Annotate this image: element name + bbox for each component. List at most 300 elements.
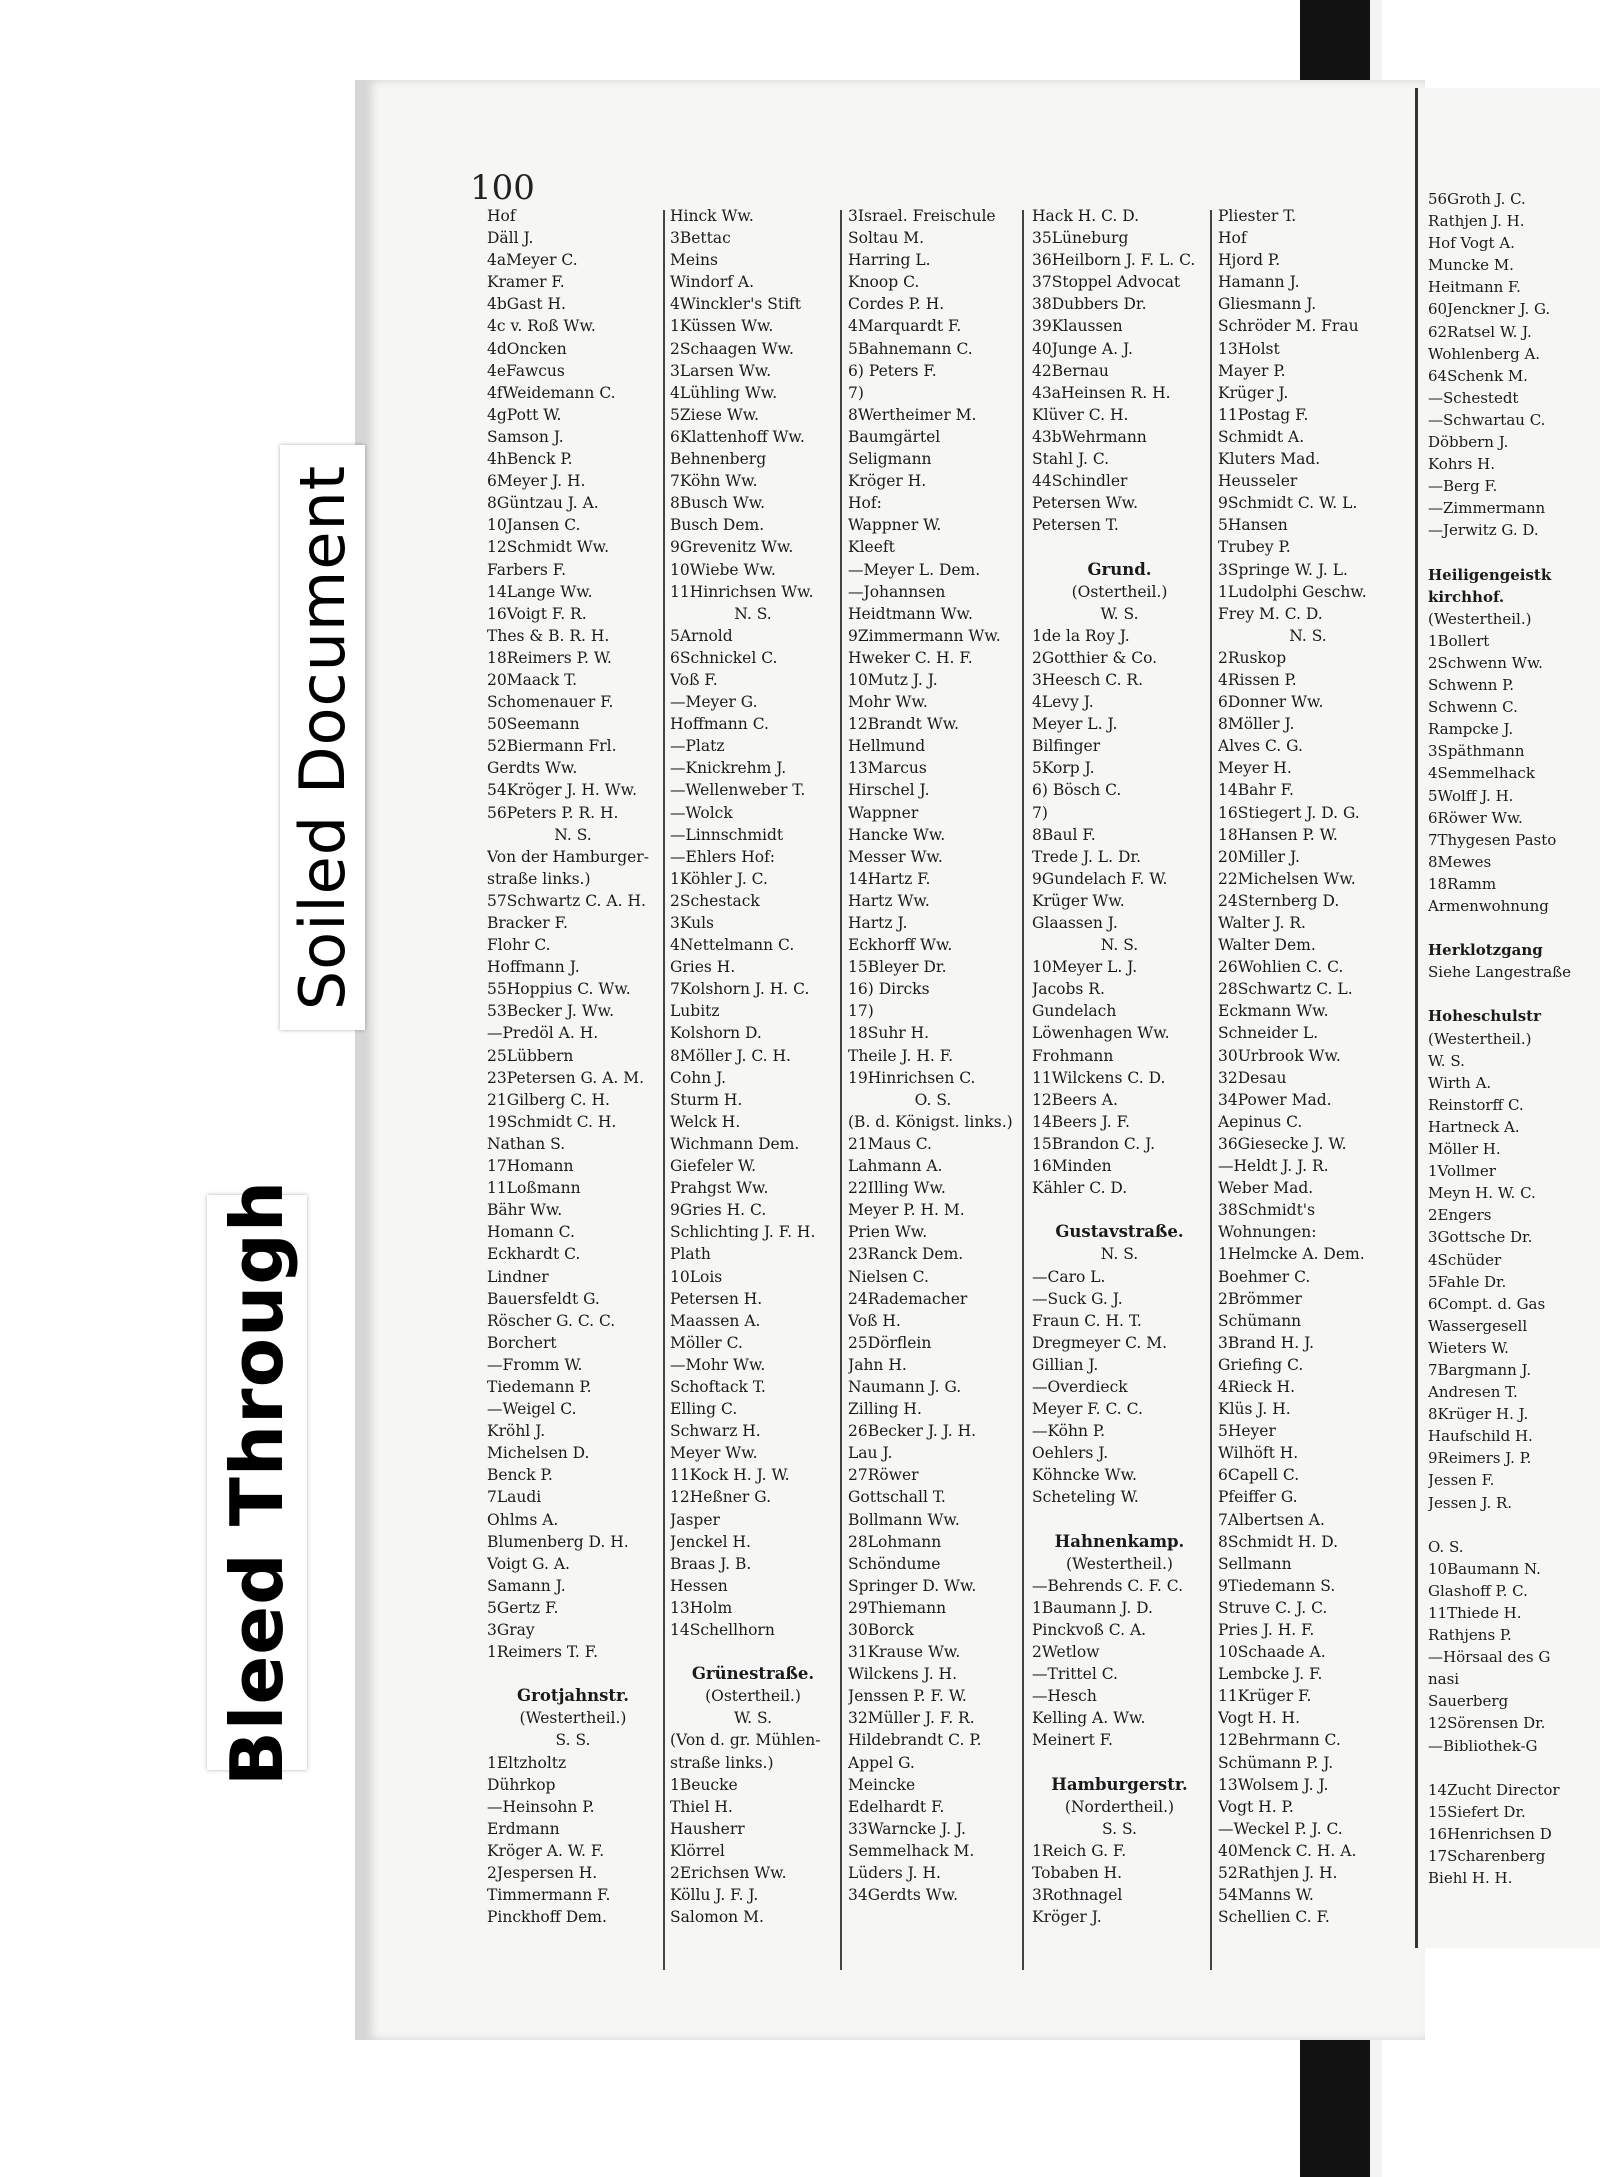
entry-line: —Weckel P. J. C. [1218, 1819, 1343, 1838]
entry-line: 15Siefert Dr. [1428, 1802, 1526, 1821]
entry-line: 17Scharenberg [1428, 1847, 1546, 1866]
entry-line: 16) Dircks [848, 980, 930, 999]
entry-line: Jasper [670, 1510, 720, 1529]
entry-line: 3Brand H. J. [1218, 1333, 1315, 1352]
entry-line: 28Lohmann [848, 1532, 942, 1551]
entry-line: 31Krause Ww. [848, 1643, 961, 1662]
entry-line: Ohlms A. [487, 1510, 559, 1529]
entry-line: 17) [848, 1002, 874, 1021]
entry-line: 14Bahr F. [1218, 781, 1294, 800]
entry-line: 11Wilckens C. D. [1032, 1068, 1166, 1087]
entry-line: Döbbern J. [1428, 433, 1509, 452]
entry-line: 3Späthmann [1428, 742, 1525, 761]
entry-line: 1Bollert [1428, 631, 1490, 650]
entry-line: 60Jenckner J. G. [1428, 300, 1551, 319]
entry-line: 8Möller J. [1218, 715, 1295, 734]
entry-line: W. S. [1428, 1051, 1465, 1070]
page-number: 100 [470, 168, 535, 208]
entry-line: (Westertheil.) [1428, 1029, 1532, 1048]
entry-line: 16Voigt F. R. [487, 604, 587, 623]
entry-line: W. S. [1100, 604, 1139, 623]
entry-line: 10Meyer L. J. [1032, 958, 1138, 977]
entry-line: 8Mewes [1428, 852, 1492, 871]
entry-line: 10Lois [670, 1267, 723, 1286]
entry-line: 18Hansen P. W. [1218, 825, 1338, 844]
entry-line: 4aMeyer C. [487, 251, 578, 270]
entry-line: 11Postag F. [1218, 405, 1309, 424]
entry-line: 24Rademacher [848, 1289, 968, 1308]
entry-line: Jacobs R. [1032, 980, 1105, 999]
entry-line: Kramer F. [487, 273, 565, 292]
entry-line: 14Hartz F. [848, 869, 931, 888]
entry-line: 54Kröger J. H. Ww. [487, 781, 637, 800]
entry-line: Samann J. [487, 1576, 566, 1595]
entry-line: —Meyer L. Dem. [848, 560, 981, 579]
entry-line: Hancke Ww. [848, 825, 946, 844]
entry-line: Dührkop [487, 1775, 556, 1794]
entry-line: 9Grevenitz Ww. [670, 538, 794, 557]
entry-line: 4fWeidemann C. [487, 383, 616, 402]
soiled-document-text: Soiled Document [286, 464, 359, 1011]
entry-line: Hartz Ww. [848, 891, 930, 910]
entry-line: 13Wolsem J. J. [1218, 1775, 1329, 1794]
entry-line: Mayer P. [1218, 361, 1286, 380]
entry-line: Hartz J. [848, 914, 908, 932]
entry-line: Lindner [487, 1267, 549, 1286]
entry-line: Frey M. C. D. [1218, 604, 1323, 623]
entry-line: 2Schwenn Ww. [1428, 653, 1543, 672]
entry-line: 38Schmidt's [1218, 1201, 1316, 1220]
entry-line: Sturm H. [670, 1090, 743, 1109]
entry-line: Muncke M. [1428, 256, 1514, 275]
entry-line: Hellmund [848, 737, 926, 756]
entry-line: 11Hinrichsen Ww. [670, 582, 814, 601]
entry-line: Kröger J. [1032, 1908, 1102, 1927]
directory-column-5 [1218, 205, 1398, 1965]
entry-line: Von der Hamburger- [487, 847, 649, 866]
entry-line: 4Winckler's Stift [670, 295, 801, 314]
entry-line: 32Müller J. F. R. [848, 1709, 975, 1728]
entry-line: 5Fahle Dr. [1428, 1272, 1507, 1291]
entry-line: Nielsen C. [848, 1267, 929, 1286]
entry-line: Biehl H. H. [1428, 1869, 1513, 1888]
entry-line: 1Eltzholtz [487, 1753, 567, 1772]
entry-line: Kolshorn D. [670, 1024, 762, 1043]
directory-column-4 [1032, 205, 1207, 1965]
entry-line: Gundelach [1032, 1002, 1117, 1021]
entry-line: Pfeiffer G. [1218, 1488, 1298, 1507]
entry-line: (Von d. gr. Mühlen- [670, 1731, 821, 1750]
entry-line: 43bWehrmann [1032, 427, 1147, 446]
entry-line: Seligmann [848, 450, 932, 469]
entry-line: Hof [1218, 229, 1247, 248]
entry-line: Glaassen J. [1032, 914, 1118, 932]
entry-line: 56Groth J. C. [1428, 190, 1526, 208]
entry-line: 19Schmidt C. H. [487, 1112, 617, 1131]
entry-line: Jessen J. R. [1428, 1493, 1513, 1512]
entry-line: 14Schellhorn [670, 1621, 775, 1639]
entry-line: 3Gottsche Dr. [1428, 1228, 1533, 1247]
entry-line [1032, 536, 1207, 558]
entry-line: Weber Mad. [1218, 1179, 1314, 1198]
entry-line: Sauerberg [1428, 1692, 1509, 1711]
entry-line: 7Albertsen A. [1218, 1510, 1325, 1529]
entry-line: 2Ruskop [1218, 648, 1287, 667]
entry-line: 7Laudi [487, 1488, 542, 1507]
entry-line [1032, 1199, 1207, 1221]
entry-line [670, 1641, 836, 1663]
entry-line: 20Miller J. [1218, 847, 1300, 866]
entry-line: 7Köhn Ww. [670, 472, 758, 491]
entry-line: Lahmann A. [848, 1157, 943, 1176]
entry-line: Hjord P. [1218, 251, 1281, 270]
entry-line: Trede J. L. Dr. [1032, 847, 1142, 866]
entry-line: Meyer Ww. [670, 1444, 758, 1463]
entry-line: —Heldt J. J. R. [1218, 1157, 1329, 1176]
street-heading: Grotjahnstr. [517, 1686, 629, 1706]
entry-line: —Heinsohn P. [487, 1797, 595, 1816]
entry-line: 3Israel. Freischule [848, 207, 996, 225]
entry-line: Benck P. [487, 1466, 553, 1485]
entry-line: 4Levy J. [1032, 693, 1094, 712]
entry-line: 5Arnold [670, 626, 733, 645]
entry-line: Schümann [1218, 1311, 1302, 1330]
entry-line: S. S. [555, 1731, 591, 1750]
entry-line: —Platz [670, 737, 725, 756]
entry-line: 8Krüger H. J. [1428, 1405, 1529, 1424]
column-rule [840, 210, 842, 1970]
entry-line: Stahl J. C. [1032, 450, 1110, 469]
entry-line: Meyer H. [1218, 759, 1292, 778]
entry-line: Alves C. G. [1218, 737, 1303, 756]
entry-line: Braas J. B. [670, 1554, 752, 1573]
entry-line: Bauersfeldt G. [487, 1289, 600, 1308]
entry-line: Appel G. [848, 1753, 915, 1772]
entry-line: 30Borck [848, 1621, 914, 1639]
entry-line: 12Brandt Ww. [848, 715, 960, 734]
entry-line: 12Behrmann C. [1218, 1731, 1341, 1750]
entry-line: Kähler C. D. [1032, 1179, 1128, 1198]
entry-line: Petersen H. [670, 1289, 763, 1308]
entry-line: Lau J. [848, 1444, 893, 1463]
entry-line: 1Reimers T. F. [487, 1643, 599, 1662]
entry-line: Erdmann [487, 1819, 560, 1838]
directory-column-3 [848, 205, 1018, 1965]
entry-line: Wappner [848, 803, 919, 822]
entry-line: 12Sörensen Dr. [1428, 1714, 1546, 1733]
directory-column-1 [487, 205, 659, 1965]
next-page-fragment [1415, 88, 1600, 1948]
entry-line: S. S. [1102, 1819, 1137, 1838]
entry-line: 14Beers J. F. [1032, 1112, 1130, 1131]
entry-line: 3Rothnagel [1032, 1886, 1123, 1905]
entry-line: Flohr C. [487, 936, 551, 955]
entry-line: (Westertheil.) [1066, 1554, 1173, 1573]
entry-line: 27Röwer [848, 1466, 919, 1485]
entry-line: Meincke [848, 1775, 916, 1794]
entry-line: 4dOncken [487, 339, 567, 358]
entry-line: 5Heyer [1218, 1422, 1276, 1441]
entry-line: 9Reimers J. P. [1428, 1449, 1532, 1468]
entry-line: 6Meyer J. H. [487, 472, 586, 491]
entry-line: Schoftack T. [670, 1377, 766, 1396]
entry-line: —Berg F. [1428, 477, 1498, 496]
entry-line: 55Hoppius C. Ww. [487, 980, 631, 999]
entry-line: 7Kolshorn J. H. C. [670, 980, 810, 999]
entry-line: (B. d. Königst. links.) [848, 1112, 1013, 1131]
entry-line: Maassen A. [670, 1311, 761, 1330]
entry-line: 4bGast H. [487, 295, 566, 314]
entry-line: Hinck Ww. [670, 207, 754, 225]
entry-line: Welck H. [670, 1112, 741, 1131]
next-page-column [1428, 188, 1571, 1889]
entry-line: 5Wolff J. H. [1428, 786, 1514, 805]
entry-line: O. S. [1428, 1537, 1464, 1556]
entry-line: straße links.) [487, 869, 591, 888]
entry-line: Hoffmann J. [487, 958, 580, 977]
entry-line: 9Schmidt C. W. L. [1218, 494, 1358, 513]
entry-line: 52Biermann Frl. [487, 737, 617, 756]
entry-line: Gliesmann J. [1218, 295, 1317, 314]
entry-line: 11Krüger F. [1218, 1687, 1312, 1706]
entry-line: Schomenauer F. [487, 693, 614, 712]
directory-column-2 [670, 205, 836, 1965]
entry-line: Siehe Langestraße [1428, 963, 1572, 982]
entry-line: 18Reimers P. W. [487, 648, 612, 667]
entry-line: 2Wetlow [1032, 1643, 1100, 1662]
entry-line: 8Möller J. C. H. [670, 1046, 791, 1065]
entry-line: O. S. [914, 1090, 952, 1109]
entry-line: —Hörsaal des G [1428, 1648, 1551, 1667]
entry-line: Cordes P. H. [848, 295, 945, 314]
entry-line: Kohrs H. [1428, 455, 1495, 474]
entry-line: Wirth A. [1428, 1073, 1492, 1092]
entry-line: Krüger Ww. [1032, 891, 1125, 910]
entry-line: Voigt G. A. [487, 1554, 570, 1573]
entry-line: Wilckens J. H. [848, 1665, 957, 1684]
entry-line: —Behrends C. F. C. [1032, 1576, 1184, 1595]
entry-line: Kröger A. W. F. [487, 1841, 605, 1860]
entry-line: Semmelhack M. [848, 1841, 975, 1860]
entry-line: Bollmann Ww. [848, 1510, 960, 1529]
entry-line: Jahn H. [848, 1355, 907, 1374]
entry-line: Eckmann Ww. [1218, 1002, 1329, 1021]
entry-line: Mohr Ww. [848, 693, 928, 712]
entry-line: Wichmann Dem. [670, 1134, 800, 1153]
entry-line: Gottschall T. [848, 1488, 946, 1507]
entry-line: Hamann J. [1218, 273, 1300, 292]
entry-line: 28Schwartz C. L. [1218, 980, 1353, 999]
entry-line: 4Marquardt F. [848, 317, 962, 336]
entry-line: (Westertheil.) [519, 1709, 627, 1728]
entry-line: Knoop C. [848, 273, 920, 292]
entry-line: 18Ramm [1428, 874, 1497, 893]
entry-line: Walter Dem. [1218, 936, 1316, 955]
entry-line: 13Holst [1218, 339, 1280, 358]
entry-line: Voß F. [670, 670, 718, 689]
entry-line: Lüders J. H. [848, 1864, 941, 1883]
entry-line: 1Beucke [670, 1775, 738, 1794]
entry-line: Vogt H. P. [1218, 1797, 1294, 1816]
entry-line [1428, 917, 1571, 939]
street-heading: Grund. [1087, 559, 1152, 579]
entry-line: Nathan S. [487, 1134, 566, 1153]
column-rule [1210, 210, 1212, 1970]
entry-line: Busch Dem. [670, 516, 765, 535]
entry-line: Gillian J. [1032, 1355, 1099, 1374]
entry-line: 23Ranck Dem. [848, 1245, 964, 1264]
entry-line: Röscher G. C. C. [487, 1311, 616, 1330]
entry-line: 7Bargmann J. [1428, 1360, 1532, 1379]
entry-line: Schümann P. J. [1218, 1753, 1334, 1772]
entry-line: 10Wiebe Ww. [670, 560, 776, 579]
entry-line: Meyer L. J. [1032, 715, 1118, 734]
entry-line: Hausherr [670, 1819, 745, 1838]
entry-line: 5Gertz F. [487, 1598, 559, 1617]
entry-line: Hirschel J. [848, 781, 930, 800]
entry-line: 3Larsen Ww. [670, 361, 772, 380]
entry-line: 4Semmelhack [1428, 764, 1535, 783]
entry-line: 10Jansen C. [487, 516, 581, 535]
entry-line: Behnenberg [670, 450, 767, 469]
entry-line: 36Heilborn J. F. L. C. [1032, 251, 1196, 270]
entry-line: 22Michelsen Ww. [1218, 869, 1356, 888]
entry-line: Theile J. H. F. [848, 1046, 954, 1065]
entry-line: 25Lübbern [487, 1046, 574, 1065]
entry-line: 62Ratsel W. J. [1428, 322, 1532, 341]
entry-line: 30Urbrook Ww. [1218, 1046, 1341, 1065]
entry-line: 34Gerdts Ww. [848, 1886, 959, 1905]
entry-line: Schellien C. F. [1218, 1908, 1330, 1927]
entry-line: 52Rathjen J. H. [1218, 1864, 1338, 1883]
entry-line: 10Schaade A. [1218, 1643, 1326, 1662]
entry-line: 44Schindler [1032, 472, 1128, 491]
entry-line: Schwarz H. [670, 1422, 761, 1441]
entry-line: Frohmann [1032, 1046, 1114, 1065]
entry-line: 53Becker J. Ww. [487, 1002, 615, 1021]
entry-line: Meyn H. W. C. [1428, 1184, 1536, 1203]
entry-line: Rathjen J. H. [1428, 212, 1525, 231]
entry-line: Heitmann F. [1428, 278, 1521, 297]
entry-line: 13Marcus [848, 759, 927, 778]
entry-line: Löwenhagen Ww. [1032, 1024, 1170, 1043]
entry-line: 43aHeinsen R. H. [1032, 383, 1171, 402]
entry-line: 3Kuls [670, 914, 714, 932]
entry-line: 4eFawcus [487, 361, 565, 380]
entry-line: 9Gries H. C. [670, 1201, 767, 1220]
entry-line: Pliester T. [1218, 207, 1297, 225]
entry-line: 34Power Mad. [1218, 1090, 1332, 1109]
entry-line: Kleeft [848, 538, 895, 557]
entry-line: 15Bleyer Dr. [848, 958, 947, 977]
entry-line: 2Brömmer [1218, 1289, 1302, 1308]
bleed-through-text: Bleed Through [215, 1179, 300, 1786]
entry-line: Schwenn C. [1428, 698, 1518, 717]
entry-line: 7Thygesen Pasto [1428, 830, 1557, 849]
entry-line: Hweker C. H. F. [848, 648, 973, 667]
entry-line: 16Minden [1032, 1157, 1112, 1176]
entry-line: Messer Ww. [848, 847, 943, 866]
entry-line: N. S. [734, 604, 772, 623]
entry-line: Wilhöft H. [1218, 1444, 1299, 1463]
entry-line: 1Ludolphi Geschw. [1218, 582, 1367, 601]
entry-line: 1Vollmer [1428, 1162, 1496, 1181]
entry-line: Jenckel H. [670, 1532, 751, 1551]
entry-line: 13Holm [670, 1598, 733, 1617]
column-rule [663, 210, 665, 1970]
entry-line: 5Hansen [1218, 516, 1288, 535]
entry-line: Cohn J. [670, 1068, 727, 1087]
entry-line: Köllu J. F. J. [670, 1886, 759, 1905]
entry-line: Lubitz [670, 1002, 720, 1021]
entry-line: Meyer F. C. C. [1032, 1400, 1143, 1419]
entry-line: 5Korp J. [1032, 759, 1095, 778]
entry-line: 37Stoppel Advocat [1032, 273, 1181, 292]
entry-line: Harring L. [848, 251, 931, 270]
entry-line: —Fromm W. [487, 1355, 583, 1374]
entry-line: 14Lange Ww. [487, 582, 593, 601]
entry-line: Tiedemann P. [487, 1377, 592, 1396]
entry-line: Griefing C. [1218, 1355, 1304, 1374]
entry-line: Klüs J. H. [1218, 1400, 1291, 1419]
entry-line: 6Compt. d. Gas [1428, 1294, 1546, 1313]
entry-line: —Meyer G. [670, 693, 758, 712]
entry-line: Köhncke Ww. [1032, 1466, 1137, 1485]
entry-line: 17Homann [487, 1157, 574, 1176]
entry-line: Pinckvoß C. A. [1032, 1621, 1147, 1639]
entry-line: 19Hinrichsen C. [848, 1068, 976, 1087]
entry-line: Voß H. [848, 1311, 901, 1330]
entry-line: Kröhl J. [487, 1422, 546, 1441]
entry-line: 21Gilberg C. H. [487, 1090, 610, 1109]
entry-line [1032, 1509, 1207, 1531]
entry-line: 1de la Roy J. [1032, 626, 1130, 645]
entry-line: Schöndume [848, 1554, 941, 1573]
entry-line: 16Stiegert J. D. G. [1218, 803, 1360, 822]
entry-line: Edelhardt F. [848, 1797, 945, 1816]
entry-line: Samson J. [487, 427, 564, 446]
entry-line: 12Schmidt Ww. [487, 538, 610, 557]
entry-line: (Ostertheil.) [1071, 582, 1168, 601]
entry-line: —Wolck [670, 803, 733, 822]
entry-line: 3Springe W. J. L. [1218, 560, 1348, 579]
entry-line: —Linnschmidt [670, 825, 784, 844]
entry-line: Schlichting J. F. H. [670, 1223, 816, 1242]
entry-line: 6Klattenhoff Ww. [670, 427, 805, 446]
entry-line: Sellmann [1218, 1554, 1292, 1573]
entry-line: 8Wertheimer M. [848, 405, 977, 424]
entry-line: 4Schüder [1428, 1250, 1502, 1269]
entry-line: Walter J. R. [1218, 914, 1306, 932]
entry-line: Pinckhoff Dem. [487, 1908, 607, 1927]
entry-line: Möller C. [670, 1333, 743, 1352]
entry-line: Prien Ww. [848, 1223, 928, 1242]
entry-line: 7) [1032, 803, 1048, 822]
entry-line: 11Loßmann [487, 1179, 581, 1198]
entry-line: Prahgst Ww. [670, 1179, 769, 1198]
entry-line: Hoffmann C. [670, 715, 769, 734]
entry-line: 2Gotthier & Co. [1032, 648, 1158, 667]
entry-line: N. S. [1100, 936, 1139, 955]
entry-line: Däll J. [487, 229, 534, 248]
entry-line: —Ehlers Hof: [670, 847, 776, 866]
entry-line: Heidtmann Ww. [848, 604, 973, 623]
entry-line: —Schwartau C. [1428, 410, 1546, 429]
entry-line: Bähr Ww. [487, 1201, 563, 1220]
entry-line: (Nordertheil.) [1064, 1797, 1175, 1816]
entry-line: 3Bettac [670, 229, 731, 248]
entry-line: —Mohr Ww. [670, 1355, 766, 1374]
